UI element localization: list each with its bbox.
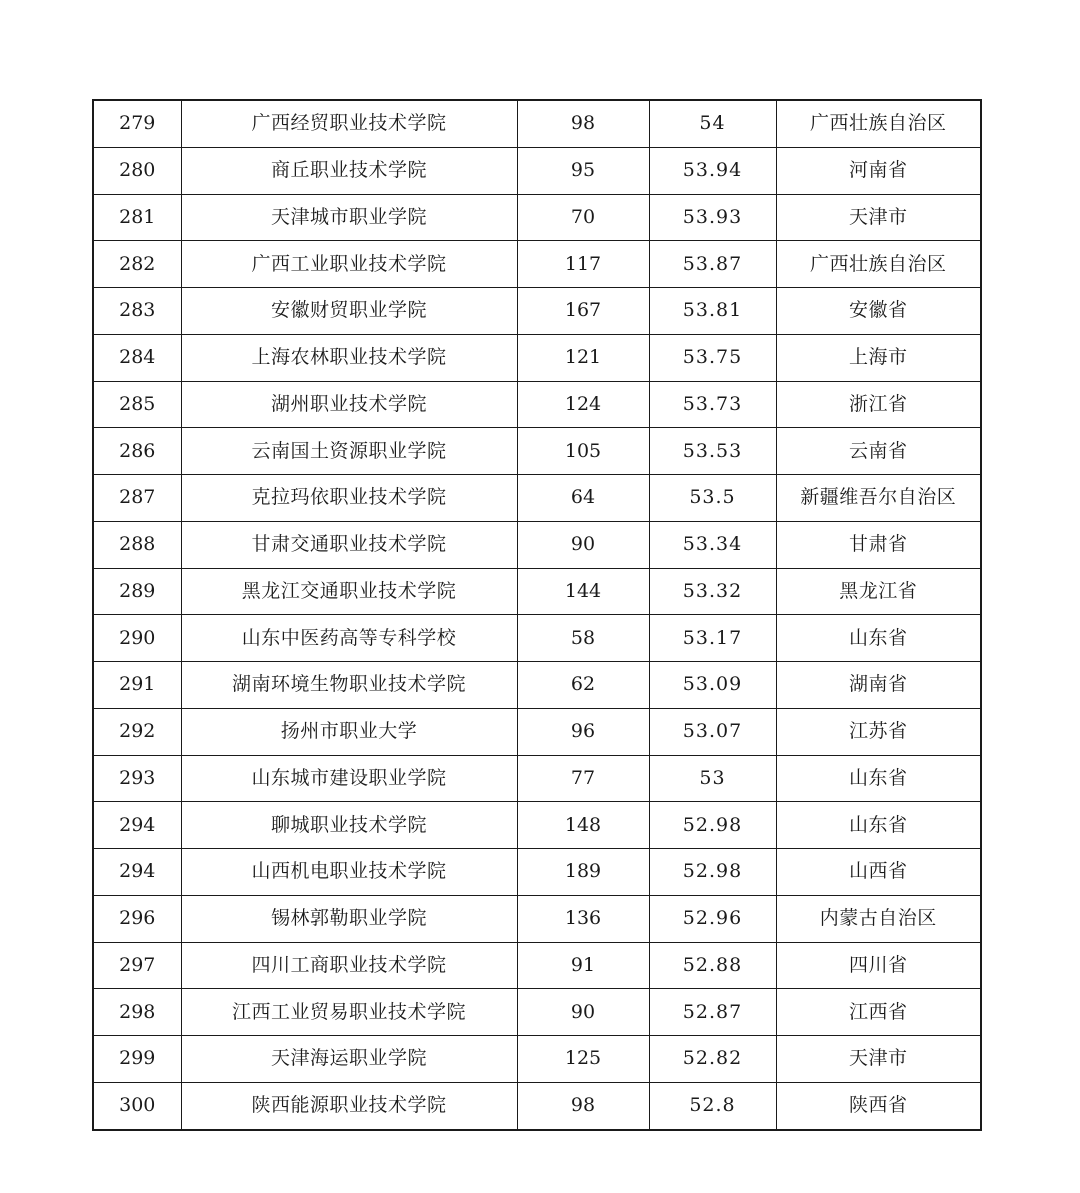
school-name-cell: 山东中医药高等专科学校	[181, 615, 517, 662]
region-cell: 山西省	[776, 849, 981, 896]
rank-cell: 287	[93, 475, 181, 522]
table-row	[93, 802, 981, 849]
school-name-cell: 安徽财贸职业学院	[181, 288, 517, 335]
rank-cell: 294	[93, 802, 181, 849]
score-cell: 52.98	[649, 802, 776, 849]
score-cell: 53.32	[649, 568, 776, 615]
rank-cell: 297	[93, 942, 181, 989]
rank-cell: 285	[93, 381, 181, 428]
score-cell: 52.8	[649, 1082, 776, 1129]
rank-cell: 286	[93, 428, 181, 475]
count-cell: 62	[517, 662, 649, 709]
region-cell: 云南省	[776, 428, 981, 475]
table-row	[93, 147, 981, 194]
score-cell: 52.87	[649, 989, 776, 1036]
rank-cell: 284	[93, 334, 181, 381]
count-cell: 117	[517, 241, 649, 288]
table-row	[93, 1082, 981, 1129]
region-cell: 河南省	[776, 147, 981, 194]
count-cell: 77	[517, 755, 649, 802]
rank-cell: 290	[93, 615, 181, 662]
region-cell: 江苏省	[776, 708, 981, 755]
count-cell: 95	[517, 147, 649, 194]
school-name-cell: 锡林郭勒职业学院	[181, 895, 517, 942]
table-row	[93, 1036, 981, 1083]
table-row	[93, 381, 981, 428]
count-cell: 144	[517, 568, 649, 615]
score-cell: 52.96	[649, 895, 776, 942]
rank-cell: 279	[93, 100, 181, 147]
rank-cell: 280	[93, 147, 181, 194]
region-cell: 江西省	[776, 989, 981, 1036]
score-cell: 53.07	[649, 708, 776, 755]
school-name-cell: 广西工业职业技术学院	[181, 241, 517, 288]
table-row	[93, 662, 981, 709]
rank-cell: 291	[93, 662, 181, 709]
count-cell: 98	[517, 1082, 649, 1129]
school-name-cell: 甘肃交通职业技术学院	[181, 521, 517, 568]
score-cell: 52.82	[649, 1036, 776, 1083]
region-cell: 湖南省	[776, 662, 981, 709]
school-name-cell: 江西工业贸易职业技术学院	[181, 989, 517, 1036]
count-cell: 96	[517, 708, 649, 755]
school-name-cell: 天津海运职业学院	[181, 1036, 517, 1083]
score-cell: 53.34	[649, 521, 776, 568]
school-name-cell: 湖南环境生物职业技术学院	[181, 662, 517, 709]
school-name-cell: 广西经贸职业技术学院	[181, 100, 517, 147]
region-cell: 陕西省	[776, 1082, 981, 1129]
count-cell: 121	[517, 334, 649, 381]
region-cell: 天津市	[776, 1036, 981, 1083]
count-cell: 90	[517, 521, 649, 568]
table-row	[93, 521, 981, 568]
school-name-cell: 陕西能源职业技术学院	[181, 1082, 517, 1129]
score-cell: 53.73	[649, 381, 776, 428]
school-name-cell: 四川工商职业技术学院	[181, 942, 517, 989]
table-row	[93, 194, 981, 241]
region-cell: 安徽省	[776, 288, 981, 335]
count-cell: 70	[517, 194, 649, 241]
region-cell: 内蒙古自治区	[776, 895, 981, 942]
count-cell: 91	[517, 942, 649, 989]
score-cell: 54	[649, 100, 776, 147]
rank-cell: 299	[93, 1036, 181, 1083]
rank-cell: 281	[93, 194, 181, 241]
score-cell: 53.94	[649, 147, 776, 194]
region-cell: 天津市	[776, 194, 981, 241]
ranking-table	[92, 99, 982, 1131]
score-cell: 53.93	[649, 194, 776, 241]
region-cell: 山东省	[776, 802, 981, 849]
table-row	[93, 428, 981, 475]
rank-cell: 288	[93, 521, 181, 568]
rank-cell: 298	[93, 989, 181, 1036]
count-cell: 124	[517, 381, 649, 428]
region-cell: 浙江省	[776, 381, 981, 428]
count-cell: 189	[517, 849, 649, 896]
region-cell: 甘肃省	[776, 521, 981, 568]
school-name-cell: 山东城市建设职业学院	[181, 755, 517, 802]
school-name-cell: 山西机电职业技术学院	[181, 849, 517, 896]
score-cell: 52.88	[649, 942, 776, 989]
score-cell: 53.81	[649, 288, 776, 335]
school-name-cell: 湖州职业技术学院	[181, 381, 517, 428]
table-row	[93, 895, 981, 942]
region-cell: 山东省	[776, 755, 981, 802]
region-cell: 黑龙江省	[776, 568, 981, 615]
score-cell: 53.5	[649, 475, 776, 522]
table-row	[93, 568, 981, 615]
table-row	[93, 942, 981, 989]
table-row	[93, 615, 981, 662]
table-row	[93, 241, 981, 288]
table-row	[93, 100, 981, 147]
rank-cell: 300	[93, 1082, 181, 1129]
table-row	[93, 288, 981, 335]
score-cell: 53.75	[649, 334, 776, 381]
school-name-cell: 聊城职业技术学院	[181, 802, 517, 849]
score-cell: 53.17	[649, 615, 776, 662]
school-name-cell: 天津城市职业学院	[181, 194, 517, 241]
count-cell: 64	[517, 475, 649, 522]
rank-cell: 282	[93, 241, 181, 288]
count-cell: 148	[517, 802, 649, 849]
rank-cell: 293	[93, 755, 181, 802]
rank-cell: 289	[93, 568, 181, 615]
school-name-cell: 黑龙江交通职业技术学院	[181, 568, 517, 615]
count-cell: 167	[517, 288, 649, 335]
region-cell: 四川省	[776, 942, 981, 989]
count-cell: 58	[517, 615, 649, 662]
region-cell: 山东省	[776, 615, 981, 662]
region-cell: 上海市	[776, 334, 981, 381]
count-cell: 90	[517, 989, 649, 1036]
rank-cell: 292	[93, 708, 181, 755]
school-name-cell: 扬州市职业大学	[181, 708, 517, 755]
score-cell: 52.98	[649, 849, 776, 896]
school-name-cell: 上海农林职业技术学院	[181, 334, 517, 381]
ranking-table-body	[93, 100, 981, 1130]
school-name-cell: 克拉玛依职业技术学院	[181, 475, 517, 522]
table-row	[93, 989, 981, 1036]
count-cell: 125	[517, 1036, 649, 1083]
rank-cell: 294	[93, 849, 181, 896]
region-cell: 新疆维吾尔自治区	[776, 475, 981, 522]
table-row	[93, 849, 981, 896]
count-cell: 98	[517, 100, 649, 147]
score-cell: 53.53	[649, 428, 776, 475]
score-cell: 53.09	[649, 662, 776, 709]
count-cell: 136	[517, 895, 649, 942]
table-row	[93, 755, 981, 802]
score-cell: 53	[649, 755, 776, 802]
table-row	[93, 708, 981, 755]
count-cell: 105	[517, 428, 649, 475]
score-cell: 53.87	[649, 241, 776, 288]
school-name-cell: 云南国土资源职业学院	[181, 428, 517, 475]
rank-cell: 296	[93, 895, 181, 942]
region-cell: 广西壮族自治区	[776, 100, 981, 147]
table-row	[93, 475, 981, 522]
region-cell: 广西壮族自治区	[776, 241, 981, 288]
school-name-cell: 商丘职业技术学院	[181, 147, 517, 194]
rank-cell: 283	[93, 288, 181, 335]
table-row	[93, 334, 981, 381]
